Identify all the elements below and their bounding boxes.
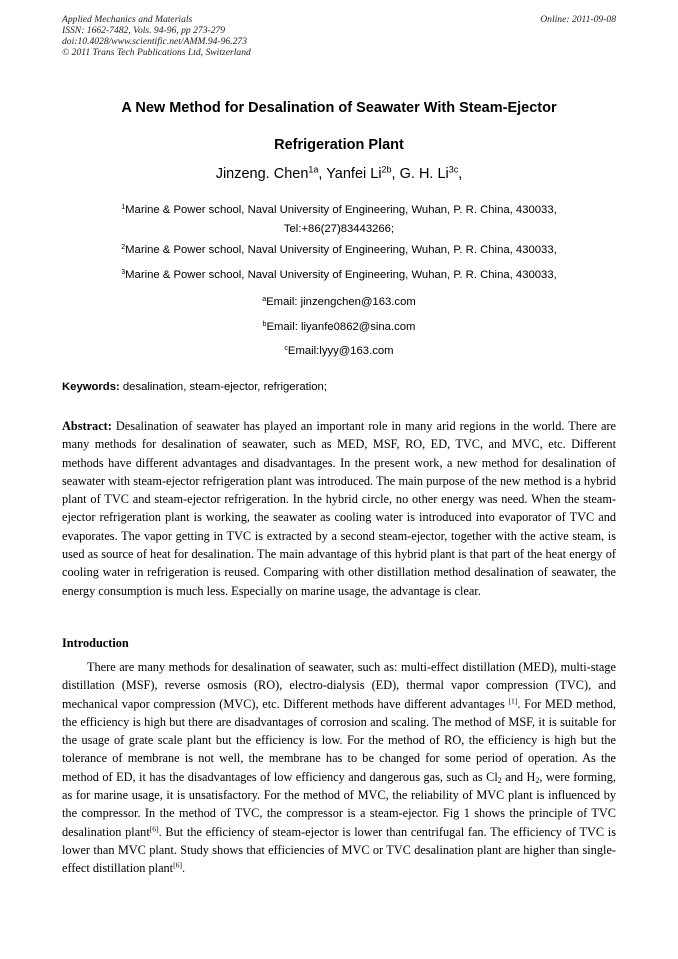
author-3: G. H. Li: [399, 166, 449, 182]
author-3-sup: 3c: [448, 164, 459, 175]
introduction-paragraph: [62, 658, 616, 878]
intro-text-3: and H: [501, 769, 536, 784]
citation-1: [1]: [508, 696, 518, 706]
author-2-sup: 2b: [381, 164, 392, 175]
affiliation-3-text: Marine & Power school, Naval University of Engineering, Wuhan, P. R. China, 430033,: [125, 269, 557, 281]
title-line-2: Refrigeration Plant: [274, 137, 404, 153]
author-list: [62, 166, 616, 182]
paper-title: [62, 90, 616, 164]
citation-6a: [6]: [149, 824, 159, 834]
abstract-label: Abstract:: [62, 419, 112, 433]
email-b-text: Email: liyanfe0862@sina.com: [266, 321, 416, 333]
abstract: [62, 417, 616, 600]
affiliation-2: [62, 241, 616, 260]
journal-header: [62, 14, 616, 58]
intro-text-2: . For MED method, the efficiency is high but there are disadvantages of corrosion and scaling. The method of MSF, it is suitable for the usage of grate scale plant but the efficiency is low. For the method of RO, the efficiency is high but the tolerance of membrane is not well, the membrane has to be changed for some period of operation. As the method of ED, it has the disadvantages of low efficiency and dangerous gas, such as Cl: [62, 696, 616, 784]
email-b-sup: b: [262, 320, 267, 328]
affiliation-1-sup: 1: [121, 203, 126, 211]
affiliation-3: [62, 266, 616, 285]
email-a: [62, 293, 616, 312]
email-a-text: Email: jinzengchen@163.com: [266, 296, 416, 308]
affiliation-1-text: Marine & Power school, Naval University of Engineering, Wuhan, P. R. China, 430033,: [125, 204, 557, 216]
keywords-label: Keywords:: [62, 381, 120, 393]
introduction-heading: Introduction: [62, 636, 129, 650]
doi-line: doi:10.4028/www.scientific.net/AMM.94-96.273: [62, 36, 248, 47]
keywords: [62, 381, 616, 393]
intro-text-6: .: [181, 861, 186, 876]
affiliation-3-sup: 3: [121, 268, 126, 276]
affiliation-1: [62, 201, 616, 239]
author-2: Yanfei Li: [326, 166, 382, 182]
citation-6b: [6]: [173, 860, 182, 870]
email-c-text: Email:lyyy@163.com: [287, 345, 394, 357]
issn-line: ISSN: 1662-7482, Vols. 94-96, pp 273-279: [62, 25, 226, 36]
email-c: [62, 342, 616, 361]
cl2-subscript: 2: [497, 775, 502, 785]
online-date: Online: 2011-09-08: [540, 14, 616, 25]
email-a-sup: a: [262, 295, 267, 303]
title-line-1: A New Method for Desalination of Seawater With Steam-Ejector: [121, 100, 557, 116]
affiliation-2-text: Marine & Power school, Naval University of Engineering, Wuhan, P. R. China, 430033,: [125, 244, 557, 256]
intro-text-4: , were forming, as for marine usage, it is unsatisfactory. For the method of MVC, the reliability of MVC plant is influenced by the compressor. In the method of TVC, the compressor is a steam-ejector. Fig 1 shows the principle of TVC desalination plant: [62, 769, 616, 839]
author-separator: ,: [318, 166, 327, 182]
affiliation-2-sup: 2: [121, 243, 126, 251]
intro-text-1: There are many methods for desalination of seawater, such as: multi-effect distillation (MED), multi-stage distillation (MSF), reverse osmosis (RO), electro-dialysis (ED), thermal vapor compression (TVC), and mechanical vapor compression (MVC), etc. Different methods have different advantages: [62, 660, 616, 711]
journal-name: Applied Mechanics and Materials: [62, 14, 193, 25]
email-b: [62, 318, 616, 337]
keywords-text: desalination, steam-ejector, refrigeration;: [119, 381, 327, 393]
affiliation-1-tel: Tel:+86(27)83443266;: [283, 223, 395, 235]
h2-subscript: 2: [535, 775, 540, 785]
author-separator: ,: [391, 166, 400, 182]
author-1: Jinzeng. Chen: [215, 166, 309, 182]
intro-text-5: . But the efficiency of steam-ejector is lower than centrifugal fan. The efficiency of TVC is lower than MVC plant. Study shows that efficiencies of MVC or TVC desalination plant are higher than single-effect distillation plant: [62, 824, 616, 876]
email-c-sup: c: [284, 344, 288, 352]
abstract-text: Desalination of seawater has played an important role in many arid regions in the world. There are many methods for desalination of seawater, such as MED, MSF, RO, ED, TVC, and MVC, etc. Different methods have different advantages and disadvantages. In the present work, a new method for desalination of seawater with steam-ejector refrigeration plant was introduced. The main purpose of the new method is a hybrid plant of TVC and steam-ejector refrigeration. In the hybrid circle, no other energy was need. When the steam-ejector refrigeration plant is working, the seawater as cooling water is introduced into evaporator of TVC and evaporates. The vapor getting in TVC is extracted by a second steam-ejector, together with the active steam, is used as source of heat for desalination. The main advantage of this hybrid plant is that part of the heat energy of cooling water in refrigeration is reused. Comparing with other distillation method desalination of seawater, the energy consumption is much less. Especially on marine usage, the advantage is clear.: [62, 419, 616, 598]
author-1-sup: 1a: [308, 164, 319, 175]
author-list-end: ,: [458, 166, 463, 182]
copyright-line: © 2011 Trans Tech Publications Ltd, Switzerland: [62, 47, 251, 58]
